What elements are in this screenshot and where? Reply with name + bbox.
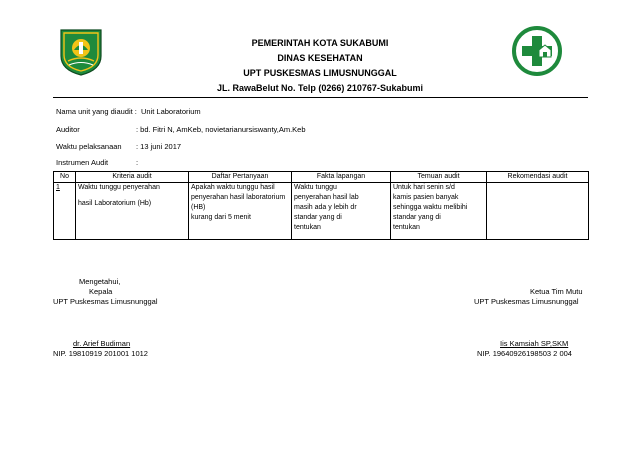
sig-right-nip: NIP. 19640926198503 2 004 — [477, 349, 572, 358]
instrument-label: Instrumen Audit — [56, 158, 109, 167]
pertanyaan-line-2: penyerahan hasil laboratorium (HB) — [191, 194, 286, 211]
sig-left-title: Kepala — [89, 287, 113, 296]
cell-pertanyaan — [189, 183, 292, 240]
sig-left-acknowledged: Mengetahui, — [79, 277, 121, 286]
col-header-no: No — [54, 172, 76, 183]
auditor-label: Auditor — [56, 125, 80, 134]
header-government: PEMERINTAH KOTA SUKABUMI — [251, 38, 389, 48]
col-header-temuan: Temuan audit — [391, 172, 487, 183]
health-cross-icon — [512, 26, 562, 76]
cell-rekomendasi — [487, 183, 589, 240]
kriteria-line-1: Waktu tunggu penyerahan — [78, 184, 160, 191]
table-row — [54, 183, 589, 240]
sig-left-name: dr. Arief Budiman — [73, 339, 131, 348]
col-header-pertanyaan: Daftar Pertanyaan — [189, 172, 292, 183]
city-emblem-icon — [58, 28, 104, 76]
table-header-row — [54, 172, 589, 183]
cell-temuan — [391, 183, 487, 240]
fakta-line-5: tentukan — [294, 224, 321, 231]
pertanyaan-line-1: Apakah waktu tunggu hasil — [191, 184, 275, 191]
date-value: : 13 juni 2017 — [136, 142, 182, 151]
row-number: 1 — [56, 184, 60, 191]
col-header-rekomendasi: Rekomendasi audit — [487, 172, 589, 183]
pertanyaan-line-3: kurang dari 5 menit — [191, 214, 251, 221]
auditor-value: : bd. Fitri N, AmKeb, novietarianursiswanty,Am.Keb — [136, 125, 306, 134]
fakta-line-4: standar yang di — [294, 214, 342, 221]
sig-left-nip: NIP. 19810919 201001 1012 — [53, 349, 148, 358]
fakta-line-1: Waktu tunggu — [294, 184, 337, 191]
temuan-line-1: Untuk hari senin s/d — [393, 184, 455, 191]
health-cross-logo — [512, 26, 562, 76]
cell-fakta — [292, 183, 391, 240]
header-divider — [53, 97, 588, 98]
header-puskesmas: UPT PUSKESMAS LIMUSNUNGGAL — [243, 68, 397, 78]
header-address: JL. RawaBelut No. Telp (0266) 210767-Sukabumi — [217, 83, 423, 93]
audit-table — [53, 171, 589, 240]
header-department: DINAS KESEHATAN — [277, 53, 363, 63]
col-header-kriteria: Kriteria audit — [76, 172, 189, 183]
temuan-line-2: kamis pasien banyak — [393, 194, 459, 201]
temuan-line-3: sehingga waktu melibihi — [393, 204, 468, 211]
temuan-line-4: standar yang di — [393, 214, 441, 221]
fakta-line-2: penyerahan hasil lab — [294, 194, 359, 201]
sig-right-name: Iis Kamsiah SP,SKM — [500, 339, 569, 348]
cell-no — [54, 183, 76, 240]
kriteria-line-2: hasil Laboratorium (Hb) — [78, 200, 152, 207]
sig-right-org: UPT Puskesmas Limusnunggal — [474, 297, 579, 306]
unit-label: Nama unit yang diaudit : — [56, 107, 137, 116]
sig-left-org: UPT Puskesmas Limusnunggal — [53, 297, 158, 306]
unit-value: Unit Laboratorium — [141, 107, 201, 116]
col-header-fakta: Fakta lapangan — [292, 172, 391, 183]
cell-kriteria — [76, 183, 189, 240]
fakta-line-3: masih ada y lebih dr — [294, 204, 357, 211]
city-emblem-logo — [58, 28, 104, 76]
date-label: Waktu pelaksanaan — [56, 142, 122, 151]
sig-right-title: Ketua Tim Mutu — [530, 287, 583, 296]
temuan-line-5: tentukan — [393, 224, 420, 231]
instrument-value: : — [136, 158, 139, 167]
